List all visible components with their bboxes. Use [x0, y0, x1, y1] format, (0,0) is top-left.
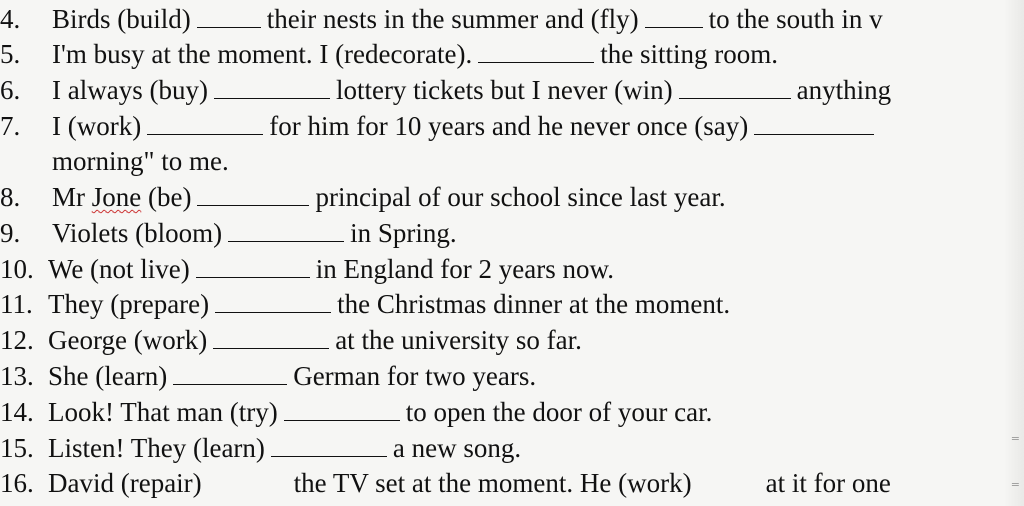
- line-text: in England for 2 years now.: [315, 254, 614, 284]
- item-number: 7.: [0, 111, 21, 141]
- item-number: 6.: [0, 75, 21, 105]
- line-text: George (work): [48, 325, 208, 355]
- line-text: We (not live): [48, 254, 190, 284]
- edge-mark: =: [1010, 478, 1020, 491]
- exercise-line-5: [0, 37, 778, 71]
- line-text: their nests in the summer and (fly): [266, 4, 639, 34]
- answer-blank[interactable]: [215, 290, 331, 313]
- item-number: 8.: [0, 182, 21, 212]
- answer-blank[interactable]: [196, 255, 310, 278]
- line-text: the Christmas dinner at the moment.: [337, 289, 731, 319]
- line-text: to open the door of your car.: [405, 397, 713, 427]
- exercise-line-12: [0, 323, 582, 357]
- item-number: 14.: [0, 397, 34, 427]
- line-text: She (learn): [48, 361, 168, 391]
- line-text: the sitting room.: [600, 39, 778, 69]
- line-text: I'm busy at the moment. I (redecorate).: [52, 39, 473, 69]
- line-text: at it for one: [765, 468, 891, 498]
- answer-blank[interactable]: [271, 434, 387, 457]
- item-number: 16.: [0, 468, 34, 498]
- line-text: to the south in v: [708, 4, 883, 34]
- answer-blank[interactable]: [679, 76, 791, 99]
- answer-blank[interactable]: [214, 76, 330, 99]
- line-text: anything: [796, 75, 892, 105]
- line-text: at the university so far.: [335, 325, 582, 355]
- answer-blank[interactable]: [147, 112, 263, 135]
- misspelled-word: Jone: [91, 182, 142, 212]
- line-text: Birds (build): [52, 4, 191, 34]
- line-text: lottery tickets but I never (win): [335, 75, 673, 105]
- item-number: 10.: [0, 254, 34, 284]
- exercise-line-16: [0, 466, 891, 500]
- answer-blank[interactable]: [228, 219, 344, 242]
- exercise-line-8: [0, 180, 726, 214]
- line-text: I always (buy): [52, 75, 208, 105]
- exercise-line-13: [0, 359, 536, 393]
- line-text: Mr: [52, 182, 92, 212]
- answer-blank[interactable]: [197, 183, 309, 206]
- edge-mark: =: [1010, 432, 1020, 445]
- answer-blank[interactable]: [478, 40, 594, 63]
- exercise-line-7-continued: [0, 144, 229, 178]
- line-text: (be): [141, 182, 192, 212]
- exercise-line-11: [0, 287, 730, 321]
- line-text: for him for 10 years and he never once (say): [269, 111, 749, 141]
- line-text: morning" to me.: [52, 146, 229, 176]
- item-number: 5.: [0, 39, 21, 69]
- answer-blank[interactable]: [645, 5, 703, 28]
- exercise-line-4: [0, 2, 883, 36]
- line-text: Listen! They (learn): [48, 433, 265, 463]
- answer-blank[interactable]: [754, 112, 874, 135]
- answer-blank[interactable]: [173, 362, 287, 385]
- item-number: 12.: [0, 325, 34, 355]
- item-number: 15.: [0, 433, 34, 463]
- item-number: 4.: [0, 4, 21, 34]
- line-text: principal of our school since last year.: [315, 182, 726, 212]
- answer-blank[interactable]: [197, 5, 261, 28]
- line-text: They (prepare): [48, 289, 210, 319]
- line-text: I (work): [52, 111, 142, 141]
- page-edge: [1004, 0, 1024, 506]
- exercise-line-9: [0, 216, 457, 250]
- answer-blank[interactable]: [213, 326, 329, 349]
- exercise-line-6: [0, 73, 891, 107]
- exercise-line-10: [0, 252, 614, 286]
- line-text: Violets (bloom): [52, 218, 223, 248]
- answer-blank[interactable]: [284, 398, 400, 421]
- exercise-line-14: [0, 395, 712, 429]
- line-text: the TV set at the moment. He (work): [293, 468, 692, 498]
- line-text: David (repair): [48, 468, 202, 498]
- line-text: German for two years.: [293, 361, 537, 391]
- line-text: Look! That man (try): [48, 397, 278, 427]
- line-text: in Spring.: [350, 218, 457, 248]
- exercise-line-7: [0, 109, 880, 143]
- line-text: a new song.: [392, 433, 522, 463]
- item-number: 9.: [0, 218, 21, 248]
- item-number: 13.: [0, 361, 34, 391]
- item-number: 11.: [0, 289, 33, 319]
- exercise-line-15: [0, 431, 521, 465]
